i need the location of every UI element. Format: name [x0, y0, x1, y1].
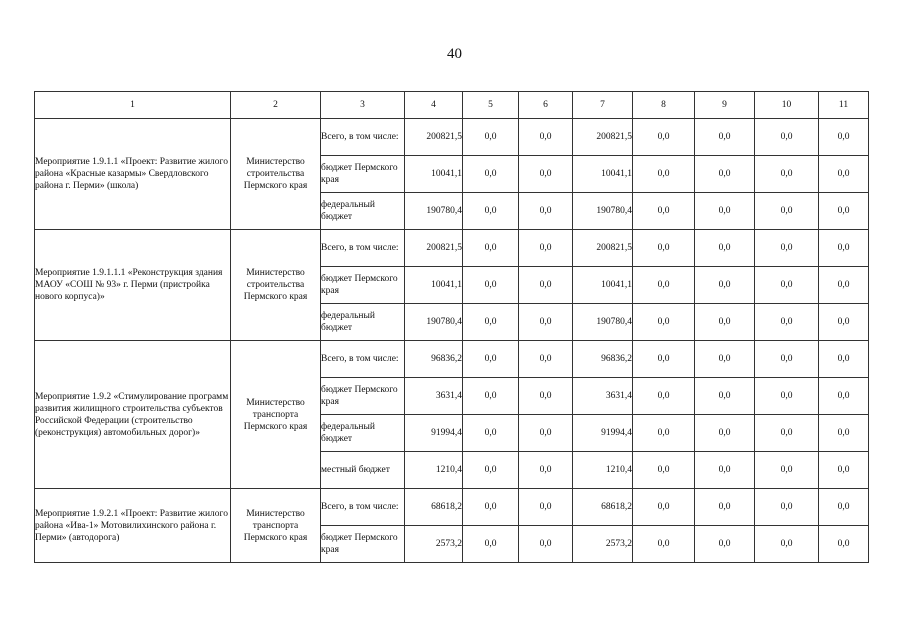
amount-c4: 68618,2 — [405, 489, 463, 526]
amount-c11: 0,0 — [819, 304, 869, 341]
amount-c11: 0,0 — [819, 378, 869, 415]
amount-c7: 200821,5 — [573, 119, 633, 156]
budget-table — [34, 91, 869, 563]
amount-c6: 0,0 — [519, 452, 573, 489]
amount-c10: 0,0 — [755, 341, 819, 378]
funding-source: местный бюджет — [321, 452, 405, 489]
column-header: 3 — [321, 92, 405, 119]
funding-source: бюджет Пермского края — [321, 378, 405, 415]
amount-c7: 3631,4 — [573, 378, 633, 415]
amount-c7: 190780,4 — [573, 193, 633, 230]
amount-c4: 1210,4 — [405, 452, 463, 489]
amount-c8: 0,0 — [633, 304, 695, 341]
amount-c6: 0,0 — [519, 378, 573, 415]
amount-c5: 0,0 — [463, 341, 519, 378]
amount-c9: 0,0 — [695, 378, 755, 415]
measure-name: Мероприятие 1.9.1.1 «Проект: Развитие жилого района «Красные казармы» Свердловского района г. Перми» (школа) — [35, 119, 231, 230]
amount-c9: 0,0 — [695, 119, 755, 156]
funding-source: бюджет Пермского края — [321, 267, 405, 304]
amount-c7: 68618,2 — [573, 489, 633, 526]
amount-c6: 0,0 — [519, 156, 573, 193]
amount-c5: 0,0 — [463, 156, 519, 193]
amount-c5: 0,0 — [463, 526, 519, 563]
amount-c11: 0,0 — [819, 489, 869, 526]
funding-source: федеральный бюджет — [321, 304, 405, 341]
amount-c9: 0,0 — [695, 267, 755, 304]
amount-c8: 0,0 — [633, 193, 695, 230]
funding-source: бюджет Пермского края — [321, 526, 405, 563]
amount-c4: 10041,1 — [405, 267, 463, 304]
measure-name: Мероприятие 1.9.1.1.1 «Реконструкция здания МАОУ «СОШ № 93» г. Перми (пристройка нового корпуса)» — [35, 230, 231, 341]
amount-c10: 0,0 — [755, 267, 819, 304]
amount-c4: 10041,1 — [405, 156, 463, 193]
funding-source: Всего, в том числе: — [321, 489, 405, 526]
amount-c11: 0,0 — [819, 452, 869, 489]
amount-c11: 0,0 — [819, 230, 869, 267]
column-header: 9 — [695, 92, 755, 119]
amount-c9: 0,0 — [695, 341, 755, 378]
amount-c6: 0,0 — [519, 304, 573, 341]
funding-source: Всего, в том числе: — [321, 230, 405, 267]
amount-c8: 0,0 — [633, 156, 695, 193]
amount-c11: 0,0 — [819, 193, 869, 230]
amount-c4: 96836,2 — [405, 341, 463, 378]
column-header: 7 — [573, 92, 633, 119]
funding-source: бюджет Пермского края — [321, 156, 405, 193]
amount-c5: 0,0 — [463, 119, 519, 156]
amount-c9: 0,0 — [695, 452, 755, 489]
amount-c10: 0,0 — [755, 489, 819, 526]
funding-source: федеральный бюджет — [321, 415, 405, 452]
amount-c5: 0,0 — [463, 452, 519, 489]
amount-c9: 0,0 — [695, 193, 755, 230]
amount-c7: 2573,2 — [573, 526, 633, 563]
column-header: 5 — [463, 92, 519, 119]
amount-c8: 0,0 — [633, 341, 695, 378]
amount-c7: 10041,1 — [573, 156, 633, 193]
amount-c10: 0,0 — [755, 119, 819, 156]
amount-c6: 0,0 — [519, 341, 573, 378]
table-row — [35, 489, 869, 526]
funding-source: Всего, в том числе: — [321, 341, 405, 378]
amount-c4: 190780,4 — [405, 193, 463, 230]
amount-c7: 10041,1 — [573, 267, 633, 304]
amount-c11: 0,0 — [819, 415, 869, 452]
amount-c9: 0,0 — [695, 489, 755, 526]
amount-c6: 0,0 — [519, 415, 573, 452]
amount-c11: 0,0 — [819, 267, 869, 304]
amount-c11: 0,0 — [819, 341, 869, 378]
executor: Министерство транспорта Пермского края — [231, 341, 321, 489]
amount-c11: 0,0 — [819, 156, 869, 193]
executor: Министерство строительства Пермского края — [231, 119, 321, 230]
measure-name: Мероприятие 1.9.2 «Стимулирование программ развития жилищного строительства субъектов Российской Федерации (строительство (реконструкция) автомобильных дорог)» — [35, 341, 231, 489]
column-header: 11 — [819, 92, 869, 119]
executor: Министерство строительства Пермского края — [231, 230, 321, 341]
amount-c6: 0,0 — [519, 193, 573, 230]
amount-c4: 200821,5 — [405, 230, 463, 267]
amount-c4: 91994,4 — [405, 415, 463, 452]
measure-name: Мероприятие 1.9.2.1 «Проект: Развитие жилого района «Ива-1» Мотовилихинского района г. Перми» (автодорога) — [35, 489, 231, 563]
amount-c6: 0,0 — [519, 526, 573, 563]
column-header: 10 — [755, 92, 819, 119]
amount-c10: 0,0 — [755, 526, 819, 563]
amount-c5: 0,0 — [463, 230, 519, 267]
amount-c5: 0,0 — [463, 304, 519, 341]
amount-c7: 96836,2 — [573, 341, 633, 378]
amount-c4: 3631,4 — [405, 378, 463, 415]
amount-c5: 0,0 — [463, 415, 519, 452]
amount-c10: 0,0 — [755, 193, 819, 230]
amount-c7: 200821,5 — [573, 230, 633, 267]
funding-source: федеральный бюджет — [321, 193, 405, 230]
amount-c4: 200821,5 — [405, 119, 463, 156]
amount-c11: 0,0 — [819, 119, 869, 156]
column-header: 8 — [633, 92, 695, 119]
amount-c6: 0,0 — [519, 230, 573, 267]
amount-c5: 0,0 — [463, 193, 519, 230]
table-row — [35, 341, 869, 378]
amount-c8: 0,0 — [633, 267, 695, 304]
amount-c7: 190780,4 — [573, 304, 633, 341]
amount-c5: 0,0 — [463, 378, 519, 415]
amount-c6: 0,0 — [519, 489, 573, 526]
amount-c10: 0,0 — [755, 156, 819, 193]
amount-c6: 0,0 — [519, 119, 573, 156]
table-row — [35, 119, 869, 156]
amount-c7: 91994,4 — [573, 415, 633, 452]
amount-c10: 0,0 — [755, 378, 819, 415]
column-header: 4 — [405, 92, 463, 119]
executor: Министерство транспорта Пермского края — [231, 489, 321, 563]
amount-c8: 0,0 — [633, 378, 695, 415]
amount-c4: 2573,2 — [405, 526, 463, 563]
amount-c10: 0,0 — [755, 415, 819, 452]
amount-c8: 0,0 — [633, 119, 695, 156]
amount-c10: 0,0 — [755, 230, 819, 267]
amount-c5: 0,0 — [463, 267, 519, 304]
page-number: 40 — [447, 46, 462, 62]
amount-c9: 0,0 — [695, 415, 755, 452]
column-header: 6 — [519, 92, 573, 119]
amount-c4: 190780,4 — [405, 304, 463, 341]
amount-c10: 0,0 — [755, 452, 819, 489]
amount-c9: 0,0 — [695, 156, 755, 193]
amount-c8: 0,0 — [633, 452, 695, 489]
amount-c8: 0,0 — [633, 489, 695, 526]
amount-c10: 0,0 — [755, 304, 819, 341]
amount-c9: 0,0 — [695, 526, 755, 563]
table-row — [35, 230, 869, 267]
amount-c8: 0,0 — [633, 230, 695, 267]
amount-c5: 0,0 — [463, 489, 519, 526]
amount-c9: 0,0 — [695, 230, 755, 267]
amount-c8: 0,0 — [633, 415, 695, 452]
amount-c9: 0,0 — [695, 304, 755, 341]
amount-c7: 1210,4 — [573, 452, 633, 489]
amount-c11: 0,0 — [819, 526, 869, 563]
header-row — [35, 92, 869, 119]
funding-source: Всего, в том числе: — [321, 119, 405, 156]
column-header: 1 — [35, 92, 231, 119]
amount-c8: 0,0 — [633, 526, 695, 563]
amount-c6: 0,0 — [519, 267, 573, 304]
table-body — [35, 119, 869, 563]
column-header: 2 — [231, 92, 321, 119]
